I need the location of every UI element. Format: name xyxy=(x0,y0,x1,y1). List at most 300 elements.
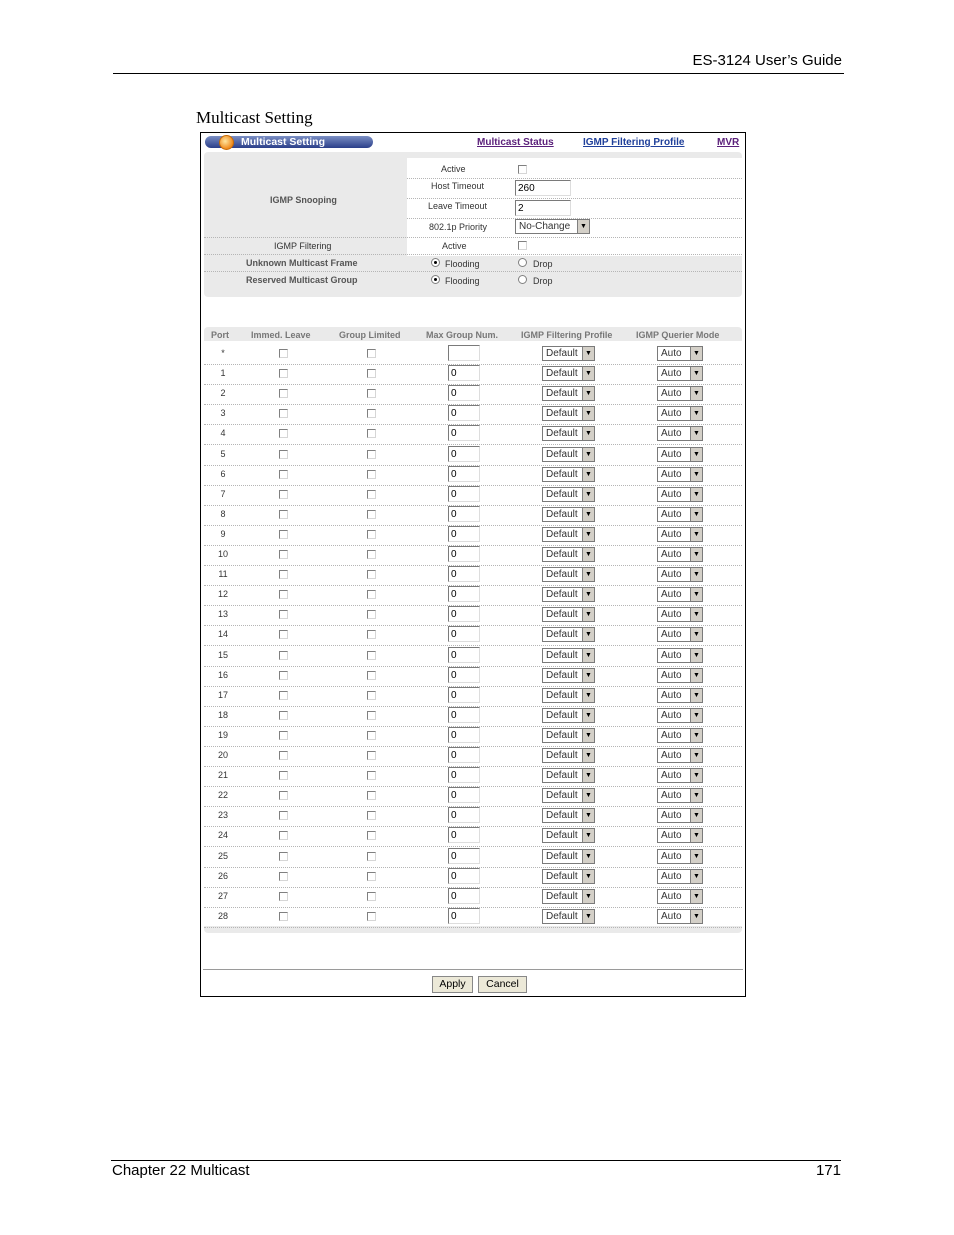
mode-value: Auto xyxy=(661,709,682,721)
table-row xyxy=(204,506,742,526)
tab-bar xyxy=(203,136,743,150)
chevron-down-icon: ▼ xyxy=(582,548,594,561)
igmp-querier-mode-select[interactable] xyxy=(657,648,703,663)
profile-value: Default xyxy=(546,870,578,882)
immed-leave-checkbox[interactable] xyxy=(279,349,288,358)
chevron-down-icon: ▼ xyxy=(582,769,594,782)
table-row xyxy=(204,667,742,687)
mode-value: Auto xyxy=(661,508,682,520)
immed-leave-checkbox[interactable] xyxy=(279,470,288,479)
mode-value: Auto xyxy=(661,629,682,641)
leave-timeout-label: Leave Timeout xyxy=(428,201,488,211)
immed-leave-checkbox[interactable] xyxy=(279,731,288,740)
immed-leave-checkbox[interactable] xyxy=(279,630,288,639)
profile-value: Default xyxy=(546,528,578,540)
igmp-querier-mode-select[interactable] xyxy=(657,366,703,381)
igmp-querier-mode-select[interactable] xyxy=(657,406,703,421)
max-group-num-input[interactable]: 0 xyxy=(448,908,480,924)
igmp-filtering-profile-select[interactable] xyxy=(542,748,595,763)
table-row xyxy=(204,868,742,888)
igmp-filtering-profile-select[interactable] xyxy=(542,587,595,602)
mode-value: Auto xyxy=(661,870,682,882)
igmp-querier-mode-select[interactable] xyxy=(657,808,703,823)
profile-value: Default xyxy=(546,428,578,440)
profile-value: Default xyxy=(546,508,578,520)
group-limited-checkbox[interactable] xyxy=(367,510,376,519)
chevron-down-icon: ▼ xyxy=(690,809,702,822)
tab-igmp-filtering-profile[interactable]: IGMP Filtering Profile xyxy=(583,137,685,148)
chevron-down-icon: ▼ xyxy=(690,568,702,581)
profile-value: Default xyxy=(546,750,578,761)
host-timeout-input[interactable]: 260 xyxy=(515,180,571,196)
max-group-num-input[interactable]: 0 xyxy=(448,888,480,904)
igmp-filtering-profile-select[interactable] xyxy=(542,447,595,462)
group-limited-checkbox[interactable] xyxy=(367,912,376,921)
immed-leave-checkbox[interactable] xyxy=(279,490,288,499)
igmp-filtering-profile-select[interactable] xyxy=(542,527,595,542)
igmp-filtering-profile-select[interactable] xyxy=(542,668,595,683)
port-number: 26 xyxy=(217,870,228,881)
group-limited-checkbox[interactable] xyxy=(367,831,376,840)
igmp-querier-mode-select[interactable] xyxy=(657,768,703,783)
max-group-num-input[interactable]: 0 xyxy=(448,787,480,803)
priority-select[interactable] xyxy=(515,219,590,234)
port-number: 24 xyxy=(217,830,228,841)
mode-value: Auto xyxy=(661,348,682,359)
igmp-querier-mode-select[interactable] xyxy=(657,467,703,482)
group-limited-checkbox[interactable] xyxy=(367,651,376,660)
table-row xyxy=(204,787,742,807)
unknown-multicast-frame-label: Unknown Multicast Frame xyxy=(246,258,358,268)
group-limited-checkbox[interactable] xyxy=(367,731,376,740)
immed-leave-checkbox[interactable] xyxy=(279,409,288,418)
immed-leave-checkbox[interactable] xyxy=(279,530,288,539)
igmp-querier-mode-select[interactable] xyxy=(657,828,703,843)
priority-label: 802.1p Priority xyxy=(429,222,488,232)
group-limited-checkbox[interactable] xyxy=(367,550,376,559)
immed-leave-checkbox[interactable] xyxy=(279,570,288,579)
profile-value: Default xyxy=(546,468,578,480)
tab-multicast-setting[interactable] xyxy=(205,136,373,148)
max-group-num-input[interactable]: 0 xyxy=(448,827,480,843)
port-table-panel xyxy=(204,327,742,933)
igmp-filtering-profile-select[interactable] xyxy=(542,828,595,843)
profile-value: Default xyxy=(546,448,578,460)
group-limited-checkbox[interactable] xyxy=(367,691,376,700)
group-limited-checkbox[interactable] xyxy=(367,852,376,861)
reserved-group-drop-radio[interactable] xyxy=(518,275,527,284)
mode-value: Auto xyxy=(661,770,682,782)
mode-value: Auto xyxy=(661,729,682,741)
max-group-num-input[interactable]: 0 xyxy=(448,365,480,381)
chevron-down-icon: ▼ xyxy=(690,689,702,702)
mode-value: Auto xyxy=(661,549,682,560)
profile-value: Default xyxy=(546,689,578,701)
priority-value: No-Change xyxy=(519,221,571,232)
immed-leave-checkbox[interactable] xyxy=(279,771,288,780)
chevron-down-icon: ▼ xyxy=(690,588,702,601)
unknown-frame-flooding-radio[interactable] xyxy=(431,258,440,267)
orb-icon xyxy=(219,135,234,150)
max-group-num-input[interactable]: 0 xyxy=(448,425,480,441)
chevron-down-icon: ▼ xyxy=(690,669,702,682)
reserved-group-drop-label: Drop xyxy=(533,276,553,286)
table-row xyxy=(204,446,742,466)
mode-value: Auto xyxy=(661,669,682,681)
igmp-querier-mode-select[interactable] xyxy=(657,607,703,622)
leave-timeout-input[interactable]: 2 xyxy=(515,200,571,216)
igmp-filtering-profile-select[interactable] xyxy=(542,648,595,663)
port-number: 5 xyxy=(220,448,226,459)
immed-leave-checkbox[interactable] xyxy=(279,852,288,861)
group-limited-checkbox[interactable] xyxy=(367,771,376,780)
port-number: 23 xyxy=(217,810,228,821)
immed-leave-checkbox[interactable] xyxy=(279,590,288,599)
mode-value: Auto xyxy=(661,428,682,440)
igmp-filtering-profile-select[interactable] xyxy=(542,386,595,401)
group-limited-checkbox[interactable] xyxy=(367,671,376,680)
max-group-num-input[interactable]: 0 xyxy=(448,385,480,401)
igmp-querier-mode-select[interactable] xyxy=(657,426,703,441)
unknown-frame-drop-label: Drop xyxy=(533,259,553,269)
igmp-querier-mode-select[interactable] xyxy=(657,668,703,683)
chevron-down-icon: ▼ xyxy=(690,628,702,641)
immed-leave-checkbox[interactable] xyxy=(279,912,288,921)
footer-rule xyxy=(111,1160,841,1161)
mode-value: Auto xyxy=(661,408,682,420)
chevron-down-icon: ▼ xyxy=(690,387,702,400)
igmp-filtering-profile-select[interactable] xyxy=(542,366,595,381)
chevron-down-icon: ▼ xyxy=(582,850,594,863)
igmp-filtering-profile-select[interactable] xyxy=(542,728,595,743)
igmp-filtering-profile-select[interactable] xyxy=(542,607,595,622)
immed-leave-checkbox[interactable] xyxy=(279,872,288,881)
max-group-num-input[interactable]: 0 xyxy=(448,747,480,763)
chevron-down-icon: ▼ xyxy=(582,488,594,501)
chevron-down-icon: ▼ xyxy=(690,749,702,762)
mode-value: Auto xyxy=(661,810,682,822)
port-number: 10 xyxy=(217,549,228,559)
immed-leave-checkbox[interactable] xyxy=(279,671,288,680)
group-limited-checkbox[interactable] xyxy=(367,590,376,599)
mode-value: Auto xyxy=(661,850,682,862)
immed-leave-checkbox[interactable] xyxy=(279,751,288,760)
immed-leave-checkbox[interactable] xyxy=(279,510,288,519)
table-row xyxy=(204,807,742,827)
group-limited-checkbox[interactable] xyxy=(367,570,376,579)
chevron-down-icon: ▼ xyxy=(582,427,594,440)
header-igmp-filtering-profile: IGMP Filtering Profile xyxy=(521,330,613,340)
chevron-down-icon: ▼ xyxy=(690,870,702,883)
table-row xyxy=(204,707,742,727)
reserved-group-flooding-label: Flooding xyxy=(445,276,480,286)
max-group-num-input[interactable]: 0 xyxy=(448,546,480,562)
table-row xyxy=(204,546,742,566)
reserved-group-flooding-radio[interactable] xyxy=(431,275,440,284)
immed-leave-checkbox[interactable] xyxy=(279,831,288,840)
chevron-down-icon: ▼ xyxy=(582,528,594,541)
group-limited-checkbox[interactable] xyxy=(367,490,376,499)
group-limited-checkbox[interactable] xyxy=(367,751,376,760)
tab-multicast-status[interactable]: Multicast Status xyxy=(477,137,554,148)
igmp-querier-mode-select[interactable] xyxy=(657,386,703,401)
port-number: 8 xyxy=(220,508,226,519)
port-number: 7 xyxy=(220,488,226,499)
cancel-button[interactable]: Cancel xyxy=(478,976,527,993)
port-number: 27 xyxy=(217,890,228,901)
igmp-filtering-profile-select[interactable] xyxy=(542,869,595,884)
igmp-filtering-profile-select[interactable] xyxy=(542,688,595,703)
igmp-querier-mode-select[interactable] xyxy=(657,527,703,542)
mode-value: Auto xyxy=(661,830,682,842)
mode-value: Auto xyxy=(661,910,682,922)
group-limited-checkbox[interactable] xyxy=(367,369,376,378)
mode-value: Auto xyxy=(661,528,682,540)
igmp-filtering-profile-select[interactable] xyxy=(542,406,595,421)
unknown-frame-flooding-label: Flooding xyxy=(445,259,480,269)
max-group-num-input[interactable]: 0 xyxy=(448,566,480,582)
chevron-down-icon: ▼ xyxy=(690,910,702,923)
max-group-num-input[interactable]: 0 xyxy=(448,868,480,884)
chevron-down-icon: ▼ xyxy=(690,769,702,782)
igmp-querier-mode-select[interactable] xyxy=(657,688,703,703)
header-rule xyxy=(113,73,844,74)
apply-button[interactable]: Apply xyxy=(432,976,473,993)
group-limited-checkbox[interactable] xyxy=(367,450,376,459)
chevron-down-icon: ▼ xyxy=(582,508,594,521)
group-limited-checkbox[interactable] xyxy=(367,630,376,639)
immed-leave-checkbox[interactable] xyxy=(279,369,288,378)
igmp-filtering-profile-select[interactable] xyxy=(542,627,595,642)
table-row xyxy=(204,647,742,667)
group-limited-checkbox[interactable] xyxy=(367,470,376,479)
mode-value: Auto xyxy=(661,890,682,902)
igmp-filtering-profile-select[interactable] xyxy=(542,849,595,864)
chevron-down-icon: ▼ xyxy=(582,749,594,762)
max-group-num-input[interactable] xyxy=(448,345,480,361)
group-limited-checkbox[interactable] xyxy=(367,389,376,398)
igmp-snooping-active-checkbox[interactable] xyxy=(518,165,527,174)
group-limited-checkbox[interactable] xyxy=(367,610,376,619)
chevron-down-icon: ▼ xyxy=(690,548,702,561)
profile-value: Default xyxy=(546,709,578,721)
chevron-down-icon: ▼ xyxy=(582,789,594,802)
max-group-num-input[interactable]: 0 xyxy=(448,526,480,542)
immed-leave-checkbox[interactable] xyxy=(279,389,288,398)
unknown-frame-drop-radio[interactable] xyxy=(518,258,527,267)
mode-value: Auto xyxy=(661,488,682,500)
chevron-down-icon: ▼ xyxy=(582,829,594,842)
max-group-num-input[interactable]: 0 xyxy=(448,767,480,783)
profile-value: Default xyxy=(546,890,578,902)
igmp-filtering-profile-select[interactable] xyxy=(542,507,595,522)
table-row xyxy=(204,908,742,928)
igmp-querier-mode-select[interactable] xyxy=(657,728,703,743)
max-group-num-input[interactable]: 0 xyxy=(448,848,480,864)
igmp-querier-mode-select[interactable] xyxy=(657,788,703,803)
immed-leave-checkbox[interactable] xyxy=(279,811,288,820)
igmp-querier-mode-select[interactable] xyxy=(657,547,703,562)
group-limited-checkbox[interactable] xyxy=(367,530,376,539)
chevron-down-icon: ▼ xyxy=(690,407,702,420)
igmp-filtering-profile-select[interactable] xyxy=(542,909,595,924)
max-group-num-input[interactable]: 0 xyxy=(448,466,480,482)
immed-leave-checkbox[interactable] xyxy=(279,651,288,660)
mode-value: Auto xyxy=(661,750,682,761)
igmp-filtering-active-checkbox[interactable] xyxy=(518,241,527,250)
table-row xyxy=(204,687,742,707)
global-settings-panel xyxy=(204,152,742,297)
chevron-down-icon: ▼ xyxy=(690,448,702,461)
profile-value: Default xyxy=(546,729,578,741)
igmp-querier-mode-select[interactable] xyxy=(657,708,703,723)
chevron-down-icon: ▼ xyxy=(582,669,594,682)
table-row xyxy=(204,385,742,405)
mode-value: Auto xyxy=(661,368,682,380)
figure-caption: Multicast Setting xyxy=(196,108,313,127)
igmp-filtering-profile-select[interactable] xyxy=(542,467,595,482)
max-group-num-input[interactable]: 0 xyxy=(448,687,480,703)
profile-value: Default xyxy=(546,549,578,560)
max-group-num-input[interactable]: 0 xyxy=(448,405,480,421)
igmp-filtering-profile-select[interactable] xyxy=(542,346,595,361)
table-row xyxy=(204,486,742,506)
max-group-num-input[interactable]: 0 xyxy=(448,606,480,622)
immed-leave-checkbox[interactable] xyxy=(279,791,288,800)
immed-leave-checkbox[interactable] xyxy=(279,610,288,619)
table-row xyxy=(204,767,742,787)
immed-leave-checkbox[interactable] xyxy=(279,711,288,720)
max-group-num-input[interactable]: 0 xyxy=(448,446,480,462)
document-header-title: ES-3124 User’s Guide xyxy=(692,52,842,69)
chevron-down-icon: ▼ xyxy=(582,347,594,360)
table-row xyxy=(204,526,742,546)
igmp-querier-mode-select[interactable] xyxy=(657,889,703,904)
max-group-num-input[interactable]: 0 xyxy=(448,506,480,522)
group-limited-checkbox[interactable] xyxy=(367,811,376,820)
max-group-num-input[interactable]: 0 xyxy=(448,707,480,723)
group-limited-checkbox[interactable] xyxy=(367,711,376,720)
mode-value: Auto xyxy=(661,569,682,581)
igmp-querier-mode-select[interactable] xyxy=(657,346,703,361)
mode-value: Auto xyxy=(661,589,682,601)
igmp-filtering-label: IGMP Filtering xyxy=(274,241,332,251)
igmp-querier-mode-select[interactable] xyxy=(657,507,703,522)
table-row xyxy=(204,606,742,626)
mode-value: Auto xyxy=(661,649,682,661)
max-group-num-input[interactable]: 0 xyxy=(448,807,480,823)
max-group-num-input[interactable]: 0 xyxy=(448,647,480,663)
immed-leave-checkbox[interactable] xyxy=(279,691,288,700)
igmp-querier-mode-select[interactable] xyxy=(657,909,703,924)
igmp-querier-mode-select[interactable] xyxy=(657,849,703,864)
table-row xyxy=(204,626,742,646)
igmp-querier-mode-select[interactable] xyxy=(657,447,703,462)
chevron-down-icon: ▼ xyxy=(582,407,594,420)
profile-value: Default xyxy=(546,790,578,802)
group-limited-checkbox[interactable] xyxy=(367,872,376,881)
table-row xyxy=(204,345,742,365)
igmp-filtering-profile-select[interactable] xyxy=(542,768,595,783)
chevron-down-icon: ▼ xyxy=(690,488,702,501)
port-rows xyxy=(204,341,742,926)
group-limited-checkbox[interactable] xyxy=(367,409,376,418)
igmp-querier-mode-select[interactable] xyxy=(657,487,703,502)
group-limited-checkbox[interactable] xyxy=(367,791,376,800)
igmp-querier-mode-select[interactable] xyxy=(657,627,703,642)
chevron-down-icon: ▼ xyxy=(690,829,702,842)
igmp-filtering-profile-select[interactable] xyxy=(542,547,595,562)
profile-value: Default xyxy=(546,368,578,380)
chevron-down-icon: ▼ xyxy=(690,508,702,521)
tab-mvr[interactable]: MVR xyxy=(717,137,740,148)
igmp-filtering-profile-select[interactable] xyxy=(542,487,595,502)
max-group-num-input[interactable]: 0 xyxy=(448,586,480,602)
mode-value: Auto xyxy=(661,468,682,480)
max-group-num-input[interactable]: 0 xyxy=(448,667,480,683)
port-number: 11 xyxy=(218,569,228,580)
igmp-querier-mode-select[interactable] xyxy=(657,567,703,582)
max-group-num-input[interactable]: 0 xyxy=(448,626,480,642)
chevron-down-icon: ▼ xyxy=(690,468,702,481)
table-row xyxy=(204,425,742,445)
igmp-filtering-profile-select[interactable] xyxy=(542,889,595,904)
port-number: 25 xyxy=(217,850,228,861)
igmp-filtering-profile-select[interactable] xyxy=(542,426,595,441)
port-number: 17 xyxy=(217,689,228,700)
chevron-down-icon: ▼ xyxy=(582,709,594,722)
port-number: 22 xyxy=(217,790,228,801)
igmp-querier-mode-select[interactable] xyxy=(657,748,703,763)
active-label: Active xyxy=(441,164,466,174)
port-number: 1 xyxy=(220,368,226,379)
table-row xyxy=(204,586,742,606)
port-number: 3 xyxy=(220,408,226,419)
max-group-num-input[interactable]: 0 xyxy=(448,486,480,502)
group-limited-checkbox[interactable] xyxy=(367,892,376,901)
profile-value: Default xyxy=(546,589,578,601)
profile-value: Default xyxy=(546,770,578,782)
chevron-down-icon: ▼ xyxy=(582,649,594,662)
igmp-filtering-profile-select[interactable] xyxy=(542,808,595,823)
chevron-down-icon: ▼ xyxy=(582,890,594,903)
table-row xyxy=(204,566,742,586)
group-limited-checkbox[interactable] xyxy=(367,429,376,438)
group-limited-checkbox[interactable] xyxy=(367,349,376,358)
chevron-down-icon: ▼ xyxy=(690,608,702,621)
immed-leave-checkbox[interactable] xyxy=(279,429,288,438)
immed-leave-checkbox[interactable] xyxy=(279,450,288,459)
chevron-down-icon: ▼ xyxy=(690,789,702,802)
table-row xyxy=(204,888,742,908)
profile-value: Default xyxy=(546,830,578,842)
immed-leave-checkbox[interactable] xyxy=(279,550,288,559)
chevron-down-icon: ▼ xyxy=(582,608,594,621)
port-number: 21 xyxy=(217,770,228,781)
immed-leave-checkbox[interactable] xyxy=(279,892,288,901)
igmp-filtering-profile-select[interactable] xyxy=(542,708,595,723)
port-number: 18 xyxy=(217,709,228,720)
port-number: 4 xyxy=(220,428,226,439)
header-immed-leave: Immed. Leave xyxy=(251,330,311,340)
max-group-num-input[interactable]: 0 xyxy=(448,727,480,743)
chevron-down-icon: ▼ xyxy=(690,850,702,863)
igmp-querier-mode-select[interactable] xyxy=(657,587,703,602)
igmp-filtering-profile-select[interactable] xyxy=(542,567,595,582)
table-row xyxy=(204,747,742,767)
igmp-querier-mode-select[interactable] xyxy=(657,869,703,884)
igmp-filtering-profile-select[interactable] xyxy=(542,788,595,803)
